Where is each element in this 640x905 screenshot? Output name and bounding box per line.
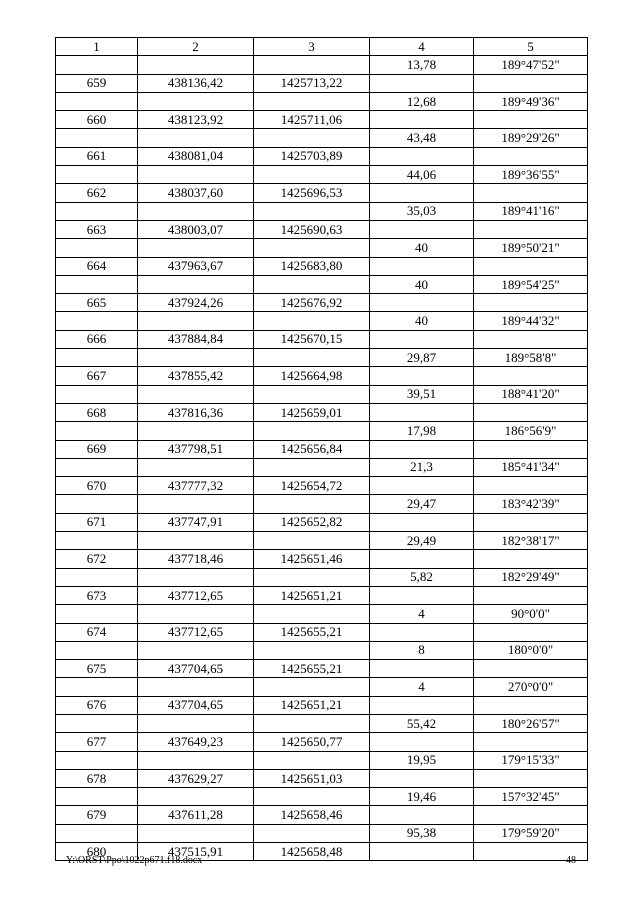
point-number-cell: 665 [56,294,138,312]
angle-cell: 182°29'49" [474,568,588,586]
angle-cell: 189°47'52" [474,56,588,74]
y-coordinate-cell: 1425656,84 [254,440,370,458]
x-coordinate-cell: 437649,23 [138,733,254,751]
point-number-cell: 671 [56,513,138,531]
x-coordinate-cell [138,532,254,550]
point-number-cell: 667 [56,367,138,385]
point-number-cell: 669 [56,440,138,458]
angle-cell [474,330,588,348]
table-row [56,184,588,202]
y-coordinate-cell [254,129,370,147]
x-coordinate-cell: 437747,91 [138,513,254,531]
angle-cell [474,257,588,275]
angle-cell [474,403,588,421]
point-number-cell [56,275,138,293]
footer-page-number: 48 [566,855,576,866]
distance-cell [370,74,474,92]
distance-cell: 40 [370,239,474,257]
x-coordinate-cell: 437515,91 [138,843,254,861]
angle-cell [474,184,588,202]
y-coordinate-cell [254,605,370,623]
x-coordinate-cell [138,275,254,293]
y-coordinate-cell: 1425654,72 [254,477,370,495]
distance-cell: 43,48 [370,129,474,147]
point-number-cell [56,458,138,476]
column-header-1: 1 [56,38,138,56]
column-header-2: 2 [138,38,254,56]
point-number-cell [56,751,138,769]
distance-cell [370,403,474,421]
angle-cell [474,74,588,92]
distance-cell [370,257,474,275]
table-row [56,824,588,842]
x-coordinate-cell [138,678,254,696]
table-row [56,111,588,129]
angle-cell: 189°41'16" [474,202,588,220]
point-number-cell [56,422,138,440]
y-coordinate-cell: 1425676,92 [254,294,370,312]
x-coordinate-cell: 437798,51 [138,440,254,458]
header-row [56,38,588,56]
angle-cell: 189°36'55" [474,166,588,184]
x-coordinate-cell [138,605,254,623]
distance-cell: 5,82 [370,568,474,586]
x-coordinate-cell [138,495,254,513]
angle-cell: 270°0'0" [474,678,588,696]
distance-cell [370,769,474,787]
y-coordinate-cell [254,422,370,440]
angle-cell: 179°15'33" [474,751,588,769]
table-row [56,92,588,110]
table-row [56,532,588,550]
angle-cell: 90°0'0" [474,605,588,623]
point-number-cell: 680 [56,843,138,861]
table-row [56,129,588,147]
x-coordinate-cell [138,824,254,842]
angle-cell [474,513,588,531]
y-coordinate-cell: 1425703,89 [254,147,370,165]
x-coordinate-cell: 437712,65 [138,623,254,641]
x-coordinate-cell [138,166,254,184]
angle-cell [474,660,588,678]
distance-cell: 19,95 [370,751,474,769]
table-row [56,477,588,495]
point-number-cell [56,641,138,659]
table-row [56,239,588,257]
point-number-cell [56,202,138,220]
y-coordinate-cell [254,641,370,659]
angle-cell: 189°54'25" [474,275,588,293]
column-header-5: 5 [474,38,588,56]
coordinates-table [55,37,588,861]
table-row [56,422,588,440]
distance-cell: 13,78 [370,56,474,74]
table-row [56,458,588,476]
table-row [56,202,588,220]
y-coordinate-cell: 1425652,82 [254,513,370,531]
x-coordinate-cell: 437963,67 [138,257,254,275]
y-coordinate-cell: 1425670,15 [254,330,370,348]
point-number-cell [56,349,138,367]
angle-cell: 188°41'20" [474,385,588,403]
table-row [56,312,588,330]
column-header-3: 3 [254,38,370,56]
angle-cell [474,477,588,495]
angle-cell [474,220,588,238]
y-coordinate-cell [254,824,370,842]
distance-cell: 21,3 [370,458,474,476]
y-coordinate-cell: 1425651,21 [254,696,370,714]
table-row [56,769,588,787]
distance-cell [370,843,474,861]
y-coordinate-cell: 1425651,03 [254,769,370,787]
distance-cell [370,660,474,678]
point-number-cell [56,568,138,586]
point-number-cell: 672 [56,550,138,568]
distance-cell: 8 [370,641,474,659]
angle-cell [474,623,588,641]
x-coordinate-cell: 437718,46 [138,550,254,568]
distance-cell [370,294,474,312]
x-coordinate-cell: 437924,26 [138,294,254,312]
distance-cell: 17,98 [370,422,474,440]
distance-cell [370,623,474,641]
point-number-cell: 661 [56,147,138,165]
point-number-cell [56,532,138,550]
point-number-cell [56,788,138,806]
distance-cell [370,220,474,238]
x-coordinate-cell [138,239,254,257]
point-number-cell [56,385,138,403]
point-number-cell: 674 [56,623,138,641]
angle-cell [474,733,588,751]
y-coordinate-cell [254,202,370,220]
angle-cell: 189°50'21" [474,239,588,257]
y-coordinate-cell: 1425683,80 [254,257,370,275]
x-coordinate-cell: 437611,28 [138,806,254,824]
point-number-cell: 676 [56,696,138,714]
y-coordinate-cell [254,788,370,806]
table-row [56,330,588,348]
distance-cell: 44,06 [370,166,474,184]
x-coordinate-cell: 437712,65 [138,586,254,604]
table-row [56,660,588,678]
x-coordinate-cell [138,458,254,476]
distance-cell: 29,49 [370,532,474,550]
table-row [56,550,588,568]
point-number-cell: 663 [56,220,138,238]
angle-cell [474,696,588,714]
table-row [56,56,588,74]
x-coordinate-cell [138,751,254,769]
y-coordinate-cell [254,714,370,732]
distance-cell [370,806,474,824]
point-number-cell: 675 [56,660,138,678]
distance-cell: 55,42 [370,714,474,732]
distance-cell [370,147,474,165]
y-coordinate-cell [254,678,370,696]
angle-cell: 189°49'36" [474,92,588,110]
distance-cell [370,330,474,348]
angle-cell [474,769,588,787]
x-coordinate-cell: 437884,84 [138,330,254,348]
distance-cell [370,184,474,202]
table-row [56,696,588,714]
table-row [56,166,588,184]
point-number-cell: 659 [56,74,138,92]
y-coordinate-cell: 1425658,48 [254,843,370,861]
distance-cell: 12,68 [370,92,474,110]
table-row [56,147,588,165]
y-coordinate-cell [254,385,370,403]
angle-cell [474,111,588,129]
y-coordinate-cell: 1425655,21 [254,660,370,678]
distance-cell [370,477,474,495]
distance-cell [370,696,474,714]
point-number-cell [56,678,138,696]
table-row [56,385,588,403]
point-number-cell [56,312,138,330]
table-row [56,440,588,458]
point-number-cell: 664 [56,257,138,275]
table-row [56,275,588,293]
x-coordinate-cell: 437777,32 [138,477,254,495]
table-row [56,605,588,623]
x-coordinate-cell [138,714,254,732]
angle-cell: 189°29'26" [474,129,588,147]
point-number-cell: 677 [56,733,138,751]
table-row [56,294,588,312]
y-coordinate-cell: 1425664,98 [254,367,370,385]
table-row [56,74,588,92]
y-coordinate-cell: 1425651,21 [254,586,370,604]
point-number-cell [56,824,138,842]
table-row [56,586,588,604]
distance-cell [370,111,474,129]
angle-cell: 189°58'8" [474,349,588,367]
table-row [56,495,588,513]
distance-cell [370,550,474,568]
point-number-cell: 673 [56,586,138,604]
y-coordinate-cell: 1425696,53 [254,184,370,202]
x-coordinate-cell [138,129,254,147]
distance-cell: 4 [370,678,474,696]
point-number-cell [56,56,138,74]
y-coordinate-cell: 1425713,22 [254,74,370,92]
x-coordinate-cell: 437816,36 [138,403,254,421]
angle-cell [474,550,588,568]
angle-cell: 157°32'45" [474,788,588,806]
x-coordinate-cell: 437629,27 [138,769,254,787]
distance-cell: 4 [370,605,474,623]
y-coordinate-cell [254,532,370,550]
y-coordinate-cell [254,56,370,74]
y-coordinate-cell: 1425658,46 [254,806,370,824]
angle-cell [474,147,588,165]
table-row [56,678,588,696]
point-number-cell [56,495,138,513]
distance-cell: 95,38 [370,824,474,842]
column-header-4: 4 [370,38,474,56]
distance-cell: 29,87 [370,349,474,367]
x-coordinate-cell: 438136,42 [138,74,254,92]
angle-cell [474,440,588,458]
point-number-cell: 666 [56,330,138,348]
y-coordinate-cell [254,495,370,513]
x-coordinate-cell [138,92,254,110]
x-coordinate-cell [138,56,254,74]
angle-cell: 185°41'34" [474,458,588,476]
x-coordinate-cell: 437704,65 [138,660,254,678]
angle-cell [474,586,588,604]
distance-cell [370,513,474,531]
x-coordinate-cell: 437704,65 [138,696,254,714]
angle-cell: 182°38'17" [474,532,588,550]
distance-cell [370,586,474,604]
table-row [56,257,588,275]
angle-cell: 180°26'57" [474,714,588,732]
point-number-cell: 679 [56,806,138,824]
table-row [56,568,588,586]
distance-cell [370,367,474,385]
y-coordinate-cell [254,349,370,367]
point-number-cell [56,714,138,732]
angle-cell: 186°56'9" [474,422,588,440]
angle-cell: 189°44'32" [474,312,588,330]
table-row [56,751,588,769]
angle-cell: 180°0'0" [474,641,588,659]
x-coordinate-cell [138,641,254,659]
table-row [56,788,588,806]
table-row [56,806,588,824]
x-coordinate-cell: 438123,92 [138,111,254,129]
footer-file-path: Y:\ORST\Ppo\1022p671.f18.docx [66,855,203,866]
point-number-cell [56,605,138,623]
distance-cell: 40 [370,312,474,330]
angle-cell: 183°42'39" [474,495,588,513]
y-coordinate-cell [254,458,370,476]
table-row [56,349,588,367]
table-row [56,714,588,732]
x-coordinate-cell: 438037,60 [138,184,254,202]
x-coordinate-cell [138,202,254,220]
x-coordinate-cell [138,385,254,403]
table-row [56,623,588,641]
distance-cell: 19,46 [370,788,474,806]
distance-cell: 40 [370,275,474,293]
angle-cell [474,806,588,824]
point-number-cell: 660 [56,111,138,129]
distance-cell [370,733,474,751]
point-number-cell [56,129,138,147]
table-row [56,513,588,531]
y-coordinate-cell [254,92,370,110]
x-coordinate-cell: 437855,42 [138,367,254,385]
x-coordinate-cell: 438003,07 [138,220,254,238]
point-number-cell [56,92,138,110]
point-number-cell: 662 [56,184,138,202]
x-coordinate-cell [138,349,254,367]
distance-cell: 35,03 [370,202,474,220]
angle-cell [474,367,588,385]
distance-cell [370,440,474,458]
y-coordinate-cell: 1425655,21 [254,623,370,641]
distance-cell: 29,47 [370,495,474,513]
y-coordinate-cell [254,239,370,257]
y-coordinate-cell [254,312,370,330]
y-coordinate-cell: 1425651,46 [254,550,370,568]
angle-cell [474,294,588,312]
point-number-cell: 668 [56,403,138,421]
x-coordinate-cell [138,422,254,440]
table-row [56,403,588,421]
x-coordinate-cell [138,312,254,330]
y-coordinate-cell [254,568,370,586]
y-coordinate-cell [254,166,370,184]
table-row [56,220,588,238]
point-number-cell: 678 [56,769,138,787]
point-number-cell [56,166,138,184]
angle-cell: 179°59'20" [474,824,588,842]
y-coordinate-cell: 1425711,06 [254,111,370,129]
point-number-cell: 670 [56,477,138,495]
y-coordinate-cell: 1425659,01 [254,403,370,421]
y-coordinate-cell: 1425690,63 [254,220,370,238]
point-number-cell [56,239,138,257]
x-coordinate-cell [138,568,254,586]
table-row [56,641,588,659]
y-coordinate-cell: 1425650,77 [254,733,370,751]
table-row [56,733,588,751]
table-row [56,367,588,385]
y-coordinate-cell [254,275,370,293]
y-coordinate-cell [254,751,370,769]
distance-cell: 39,51 [370,385,474,403]
x-coordinate-cell [138,788,254,806]
x-coordinate-cell: 438081,04 [138,147,254,165]
